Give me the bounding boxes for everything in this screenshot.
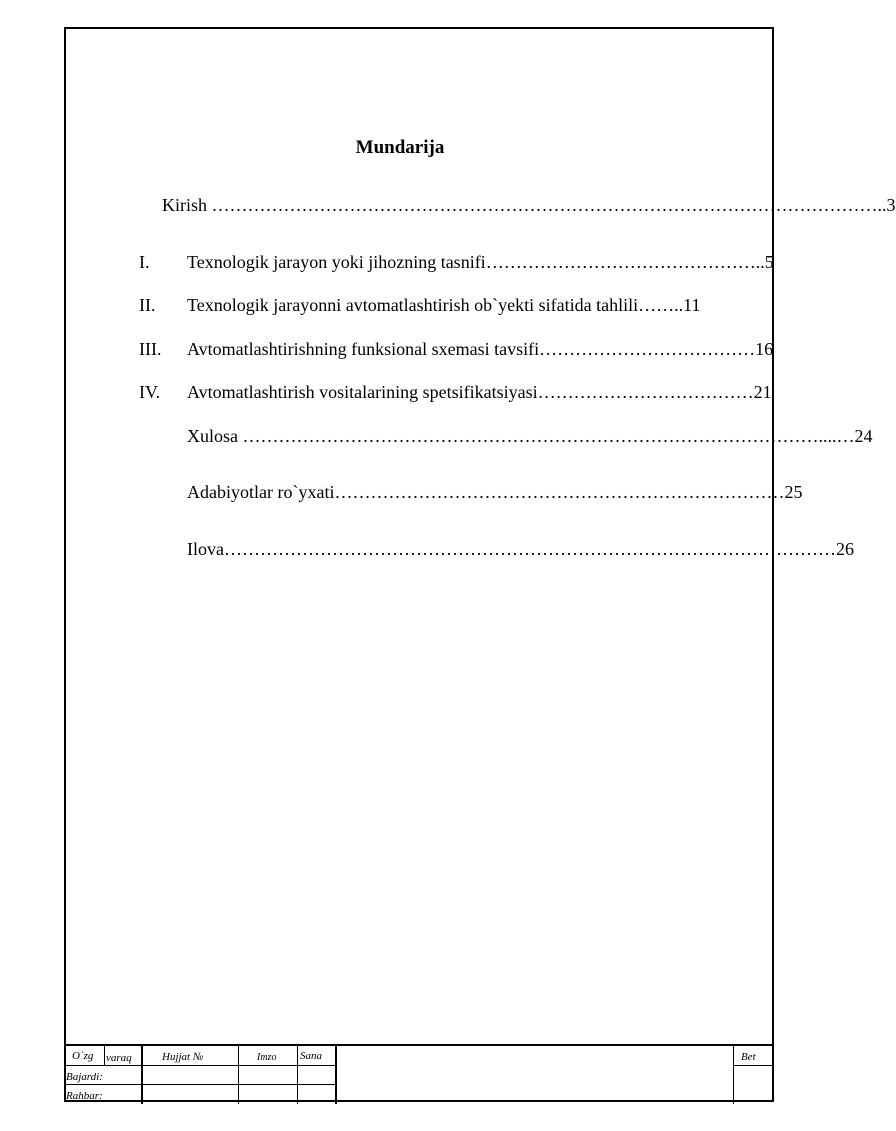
stamp-line	[141, 1046, 143, 1104]
stamp-ozg: O`zg	[72, 1050, 94, 1062]
stamp-rahbar: Rahbar:	[66, 1090, 103, 1102]
toc-entry-2: Texnologik jarayonni avtomatlashtirish ob`yekti sifatida tahlili……..11	[187, 295, 701, 315]
stamp-line	[64, 1065, 336, 1066]
title-block	[64, 1044, 774, 1102]
stamp-sana: Sana	[300, 1050, 322, 1062]
toc-entry-1: Texnologik jarayon yoki jihozning tasnifi………………………………………..5	[187, 252, 774, 272]
page-title: Mundarija	[355, 137, 445, 158]
stamp-line	[297, 1046, 298, 1104]
stamp-line	[64, 1084, 336, 1085]
stamp-line	[238, 1046, 239, 1104]
toc-entry-3: Avtomatlashtirishning funksional sxemasi tavsifi………………………………16	[187, 339, 774, 359]
stamp-hujjat: Hujjat №	[162, 1051, 204, 1063]
toc-entry-xulosa: Xulosa ……………………………………………………………………………………....…24	[187, 426, 873, 446]
stamp-line	[104, 1046, 105, 1065]
toc-number-2: II.	[139, 295, 156, 315]
stamp-bet: Bet	[741, 1051, 756, 1063]
stamp-bajardi: Bajardi:	[66, 1071, 103, 1083]
toc-number-1: I.	[139, 252, 150, 272]
page-frame	[64, 27, 774, 1102]
stamp-line	[733, 1046, 734, 1104]
stamp-imzo: Imzo	[257, 1052, 277, 1063]
toc-number-4: IV.	[139, 382, 161, 402]
toc-entry-ilova: Ilova…………………………………………………………………………………………26	[187, 539, 854, 559]
toc-entry-4: Avtomatlashtirish vositalarining spetsifikatsiyasi………………………………21	[187, 382, 772, 402]
toc-entry-adabiyotlar: Adabiyotlar ro`yxati…………………………………………………………………25	[187, 482, 803, 502]
stamp-line	[335, 1046, 337, 1104]
stamp-line	[733, 1065, 774, 1066]
toc-entry-kirish: Kirish …………………………………………………………………………………………………..3	[162, 195, 896, 215]
stamp-varaq: varaq	[106, 1052, 132, 1064]
toc-number-3: III.	[139, 339, 162, 359]
